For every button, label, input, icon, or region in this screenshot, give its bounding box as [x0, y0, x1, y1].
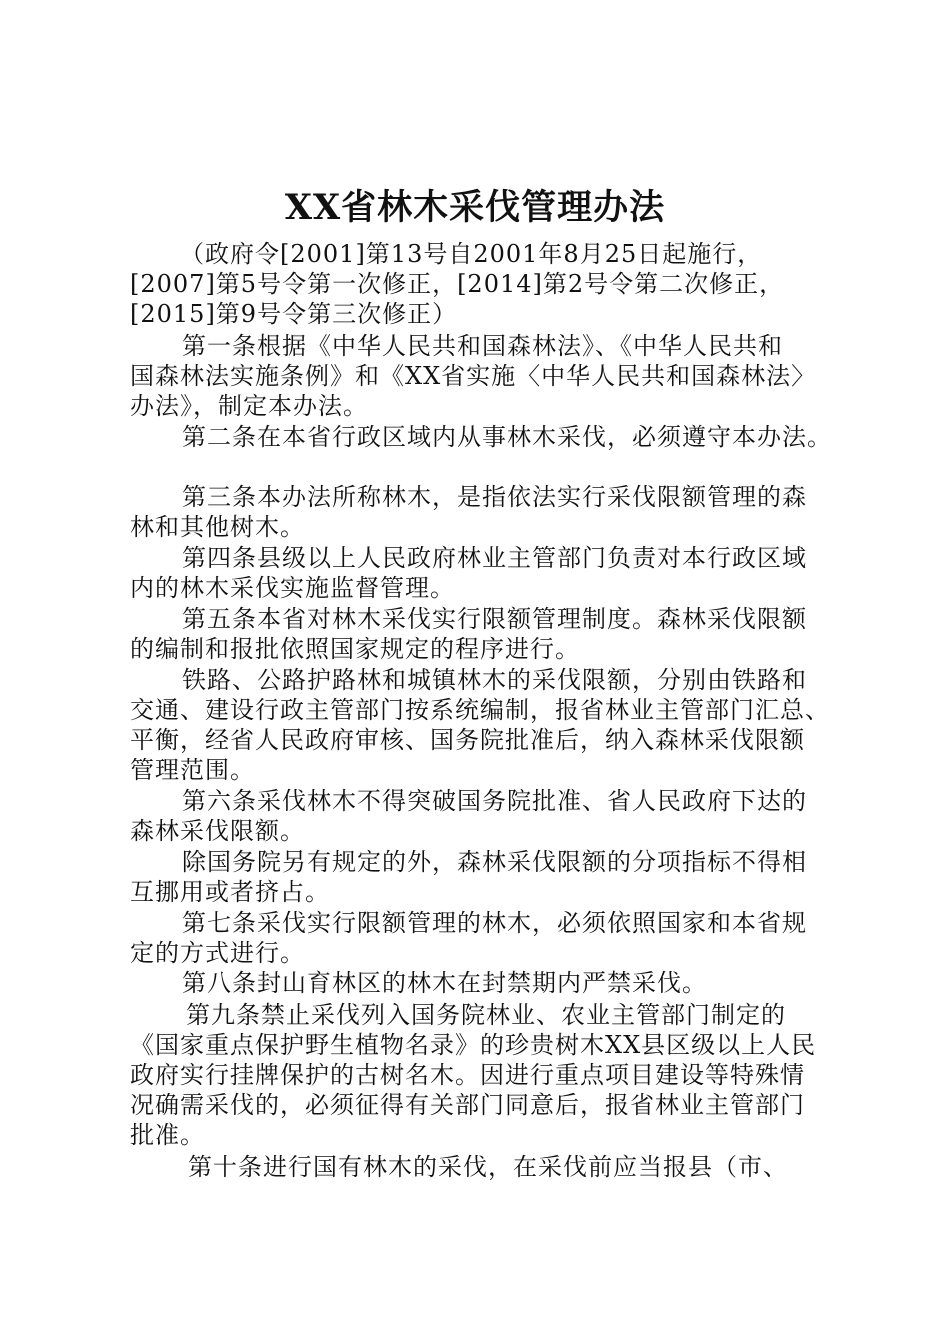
article-4-line-1: 第四条县级以上人民政府林业主管部门负责对本行政区域: [182, 544, 807, 572]
article-5-line-2: 的编制和报批依照国家规定的程序进行。: [130, 635, 580, 663]
article-5-para-2-line-3: 平衡，经省人民政府审核、国务院批准后，纳入森林采伐限额: [130, 726, 805, 754]
article-4-line-2: 内的林木采伐实施监督管理。: [130, 574, 455, 602]
article-5-para-2-line-2: 交通、建设行政主管部门按系统编制，报省林业主管部门汇总、: [130, 696, 830, 724]
article-5-line-1: 第五条本省对林木采伐实行限额管理制度。森林采伐限额: [182, 605, 807, 633]
article-9-line-3: 政府实行挂牌保护的古树名木。因进行重点项目建设等特殊情: [130, 1061, 805, 1089]
document-title: XX省林木采伐管理办法: [284, 187, 666, 228]
preamble-line-1: （政府令[2001]第13号自2001年8月25日起施行，: [180, 240, 763, 268]
article-6-para-2-line-2: 互挪用或者挤占。: [130, 878, 330, 906]
article-3-line-2: 林和其他树木。: [130, 513, 305, 541]
article-7-line-1: 第七条采伐实行限额管理的林木，必须依照国家和本省规: [182, 909, 807, 937]
article-9-line-5: 批准。: [130, 1121, 205, 1149]
preamble-line-3: [2015]第9号令第三次修正）: [130, 300, 458, 328]
article-2-line-1: 第二条在本省行政区域内从事林木采伐，必须遵守本办法。: [182, 423, 832, 451]
article-1-line-2: 国森林法实施条例》和《XX省实施〈中华人民共和国森林法〉: [130, 362, 817, 390]
article-10-line-1: 第十条进行国有林木的采伐，在采伐前应当报县（市、: [188, 1153, 788, 1181]
preamble-line-2: [2007]第5号令第一次修正，[2014]第2号令第二次修正，: [130, 270, 785, 298]
article-9-line-1: 第九条禁止采伐列入国务院林业、农业主管部门制定的: [186, 1001, 786, 1029]
article-6-line-2: 森林采伐限额。: [130, 817, 305, 845]
article-9-line-2: 《国家重点保护野生植物名录》的珍贵树木XX县区级以上人民: [130, 1031, 817, 1059]
article-1-line-3: 办法》，制定本办法。: [130, 392, 368, 420]
article-3-line-1: 第三条本办法所称林木，是指依法实行采伐限额管理的森: [182, 483, 807, 511]
article-6-line-1: 第六条采伐林木不得突破国务院批准、省人民政府下达的: [182, 787, 807, 815]
article-5-para-2-line-4: 管理范围。: [130, 756, 255, 784]
article-1-line-1: 第一条根据《中华人民共和国森林法》、《中华人民共和: [182, 332, 783, 360]
article-6-para-2-line-1: 除国务院另有规定的外，森林采伐限额的分项指标不得相: [182, 848, 807, 876]
article-5-para-2-line-1: 铁路、公路护路林和城镇林木的采伐限额，分别由铁路和: [182, 666, 807, 694]
article-8-line-1: 第八条封山育林区的林木在封禁期内严禁采伐。: [182, 969, 707, 997]
article-9-line-4: 况确需采伐的，必须征得有关部门同意后，报省林业主管部门: [130, 1091, 805, 1119]
article-7-line-2: 定的方式进行。: [130, 939, 305, 967]
